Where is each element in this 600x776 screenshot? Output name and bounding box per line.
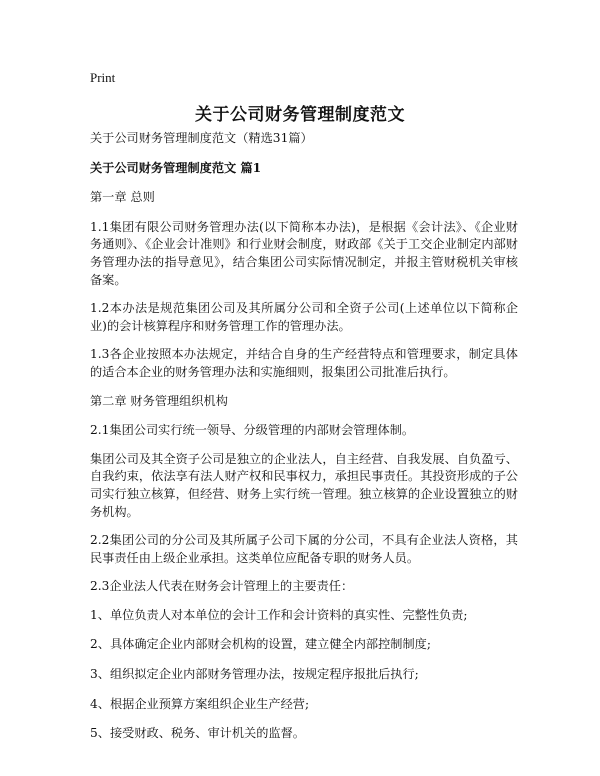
list-item: 2、具体确定企业内部财会机构的设置，建立健全内部控制制度; [90,637,431,652]
list-item: 5、接受财政、税务、审计机关的监督。 [90,726,305,741]
document-subtitle: 关于公司财务管理制度范文（精选31篇） [90,131,313,145]
paragraph-2-2: 2.2集团公司的分公司及其所属子公司下属的分公司，不具有企业法人资格，其民事责任由上级企业承担。这类单位应配备专职的财务人员。 [90,533,518,565]
section-heading: 关于公司财务管理制度范文 篇1 [90,160,262,175]
list-item: 1、单位负责人对本单位的会计工作和会计资料的真实性、完整性负责; [90,607,468,622]
paragraph-2-3: 2.3企业法人代表在财务会计管理上的主要责任： [90,579,354,594]
print-link[interactable]: Print [90,70,116,85]
list-item: 4、根据企业预算方案组织企业生产经营; [90,696,310,711]
chapter-1-title: 第一章 总则 [90,190,155,205]
document-title: 关于公司财务管理制度范文 [195,105,405,125]
paragraph-1-3: 1.3各企业按照本办法规定，并结合自身的生产经营特点和管理要求，制定具体的适合本企业的财务管理办法和实施细则，报集团公司批准后执行。 [90,347,518,379]
paragraph-2-1: 2.1集团公司实行统一领导、分级管理的内部财会管理体制。 [90,423,415,438]
document-body [90,130,518,755]
list-item: 3、组织拟定企业内部财务管理办法，按规定程序报批后执行; [90,667,419,682]
chapter-2-title: 第二章 财务管理组织机构 [90,393,228,408]
paragraph-2-1-detail: 集团公司及其全资子公司是独立的企业法人，自主经营、自我发展、自负盈亏、自我约束，依法享有法人财产权和民事权力，承担民事责任。其投资形成的子公司实行独立核算，但经营、财务上实行统一管理。独立核算的企业设置独立的财务机构。 [90,451,518,519]
paragraph-1-1: 1.1集团有限公司财务管理办法(以下简称本办法)，是根据《会计法》、《企业财务通则》、《企业会计准则》和行业财会制度，财政部《关于工交企业制定内部财务管理办法的指导意见》，结合集团公司实际情况制定，并报主管财税机关审核备案。 [90,219,518,287]
paragraph-1-2: 1.2本办法是规范集团公司及其所属分公司和全资子公司(上述单位以下简称企业)的会计核算程序和财务管理工作的管理办法。 [90,301,518,333]
